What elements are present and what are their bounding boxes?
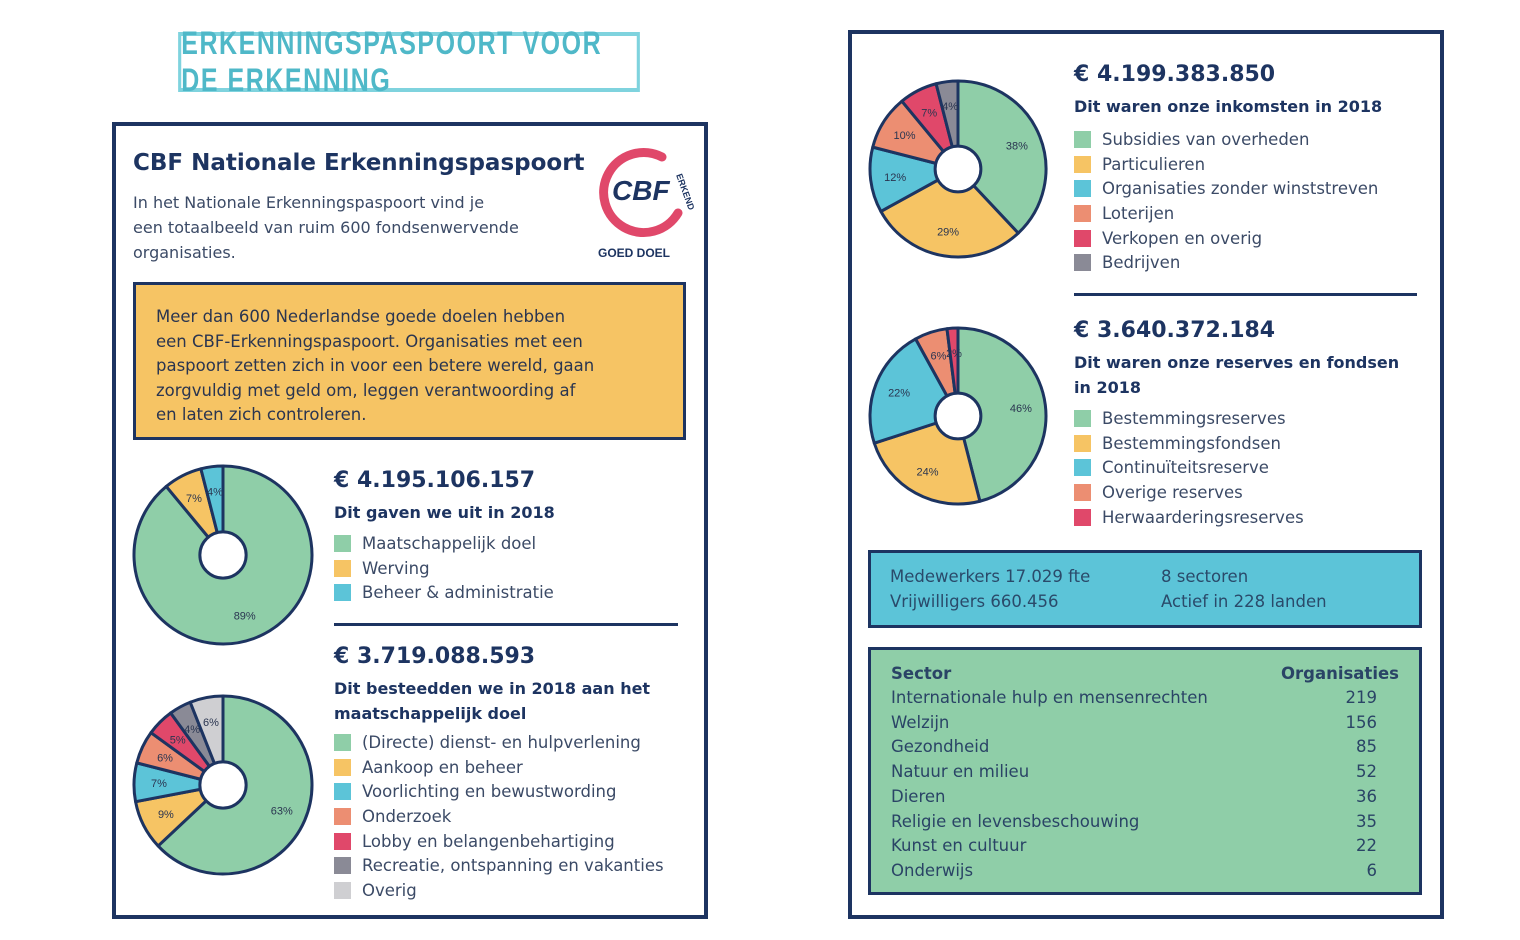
- legend-label: Loterijen: [1102, 203, 1175, 223]
- legend-item: [334, 730, 664, 755]
- legend-item: [334, 755, 664, 780]
- stats-box: [868, 550, 1422, 628]
- spending-amount: € 4.195.106.157: [334, 468, 536, 493]
- legend-swatch: [1074, 254, 1091, 271]
- legend-swatch: [1074, 205, 1091, 222]
- legend-label: Continuïteitsreserve: [1102, 458, 1269, 478]
- legend-label: Bestemmingsreserves: [1102, 408, 1286, 428]
- pie-slice-label: 6%: [930, 350, 947, 363]
- highlight-line: en laten zich controleren.: [156, 405, 367, 424]
- legend-item: [334, 556, 554, 581]
- sector-count: 22: [1356, 836, 1377, 856]
- legend-swatch: [1074, 459, 1091, 476]
- cbf-logo: [590, 145, 697, 265]
- table-row: [891, 713, 1399, 738]
- table-header: [891, 664, 1399, 689]
- legend-item: [1074, 226, 1378, 251]
- intro-text: [133, 190, 593, 265]
- header-sector: Sector: [891, 664, 952, 683]
- reserves-title-line: Dit waren onze reserves en fondsen: [1074, 353, 1400, 372]
- allocation-title: [334, 676, 650, 726]
- table-row: [891, 812, 1399, 837]
- legend-swatch: [1074, 509, 1091, 526]
- allocation-amount: € 3.719.088.593: [334, 644, 536, 669]
- logo-caption: GOED DOEL: [598, 246, 671, 260]
- income-legend: [1074, 127, 1378, 275]
- pie-slice-label: 7%: [150, 777, 167, 790]
- legend-label: Beheer & administratie: [362, 583, 554, 603]
- pie-slice-label: 29%: [937, 226, 960, 239]
- pie-slice-label: 4%: [207, 486, 223, 499]
- legend-swatch: [1074, 484, 1091, 501]
- legend-label: Overig: [362, 880, 417, 900]
- pie-slice-label: 7%: [185, 492, 202, 505]
- pie-slice-label: 12%: [884, 171, 907, 184]
- income-amount: € 4.199.383.850: [1074, 62, 1276, 87]
- reserves-title-line: in 2018: [1074, 378, 1141, 397]
- legend-label: Werving: [362, 558, 430, 578]
- legend-swatch: [334, 783, 351, 800]
- sector-count: 219: [1345, 688, 1377, 707]
- pie-slice-label: 9%: [157, 809, 174, 822]
- legend-item: [334, 829, 664, 854]
- legend-label: (Directe) dienst- en hulpverlening: [362, 732, 641, 752]
- legend-swatch: [1074, 131, 1091, 148]
- pie-slice-label: 4%: [184, 723, 201, 736]
- divider: [334, 623, 678, 626]
- pie-center-hole: [935, 146, 981, 192]
- legend-label: Bedrijven: [1102, 253, 1181, 273]
- legend-item: [1074, 505, 1304, 530]
- page-banner: [178, 25, 640, 98]
- sector-table: [868, 647, 1422, 895]
- legend-label: Aankoop en beheer: [362, 757, 523, 777]
- pie-slice-label: 2%: [946, 347, 962, 360]
- pie-slice-label: 6%: [203, 717, 219, 730]
- legend-item: [1074, 250, 1378, 275]
- legend-swatch: [1074, 230, 1091, 247]
- legend-label: Lobby en belangenbehartiging: [362, 831, 615, 851]
- allocation-title-line: Dit besteedden we in 2018 aan het: [334, 679, 651, 698]
- allocation-pie-chart: [130, 692, 316, 878]
- legend-item: [1074, 127, 1378, 152]
- sector-name: Gezondheid: [891, 737, 990, 757]
- divider: [1074, 293, 1417, 296]
- allocation-legend: [334, 730, 664, 903]
- stat-medewerkers: Medewerkers 17.029 fte: [890, 567, 1091, 586]
- allocation-title-line: maatschappelijk doel: [334, 704, 527, 723]
- highlight-line: zorgvuldig met geld om, leggen verantwoording af: [156, 380, 576, 400]
- stat-vrijwilligers: Vrijwilligers 660.456: [890, 592, 1059, 611]
- sector-name: Natuur en milieu: [891, 762, 1030, 782]
- reserves-legend: [1074, 406, 1304, 529]
- pie-slice-label: 24%: [916, 466, 939, 479]
- highlight-box: [133, 282, 686, 440]
- legend-label: Recreatie, ontspanning en vakanties: [362, 856, 664, 876]
- legend-item: [334, 804, 664, 829]
- legend-label: Bestemmingsfondsen: [1102, 433, 1281, 453]
- legend-item: [334, 853, 664, 878]
- legend-item: [1074, 455, 1304, 480]
- pie-slice-label: 7%: [921, 107, 938, 120]
- pie-slice-label: 10%: [893, 130, 916, 143]
- legend-swatch: [334, 560, 351, 577]
- legend-swatch: [334, 759, 351, 776]
- legend-swatch: [334, 882, 351, 899]
- legend-label: Organisaties zonder winststreven: [1102, 179, 1379, 199]
- spending-legend: [334, 531, 554, 605]
- intro-line: organisaties.: [133, 243, 236, 262]
- pie-slice-label: 89%: [233, 610, 256, 623]
- stat-sectoren: 8 sectoren: [1161, 567, 1249, 586]
- pie-slice-label: 63%: [270, 805, 293, 818]
- legend-swatch: [334, 808, 351, 825]
- sector-count: 6: [1366, 860, 1377, 880]
- legend-item: [334, 779, 664, 804]
- spending-title: Dit gaven we uit in 2018: [334, 503, 555, 522]
- legend-item: [1074, 176, 1378, 201]
- legend-swatch: [1074, 156, 1091, 173]
- passport-heading: CBF Nationale Erkenningspaspoort: [133, 150, 585, 176]
- legend-label: Onderzoek: [362, 806, 452, 826]
- legend-label: Subsidies van overheden: [1102, 129, 1310, 149]
- sector-count: 35: [1356, 811, 1377, 831]
- sector-name: Onderwijs: [891, 860, 974, 880]
- legend-swatch: [334, 857, 351, 874]
- stat-landen: Actief in 228 landen: [1161, 592, 1327, 611]
- sector-count: 36: [1356, 786, 1377, 806]
- legend-item: [334, 580, 554, 605]
- table-row: [891, 787, 1399, 812]
- sector-count: 156: [1345, 712, 1377, 732]
- pie-slice-label: 22%: [888, 387, 911, 400]
- legend-item: [1074, 152, 1378, 177]
- legend-item: [1074, 406, 1304, 431]
- reserves-pie-chart: [866, 324, 1050, 508]
- legend-swatch: [1074, 435, 1091, 452]
- pie-center-hole: [200, 762, 246, 808]
- legend-label: Voorlichting en bewustwording: [362, 782, 617, 802]
- cbf-logo-graphic: [590, 145, 697, 265]
- legend-swatch: [1074, 180, 1091, 197]
- banner-title: ERKENNINGSPASPOORT VOOR DE ERKENNING: [181, 25, 603, 98]
- pie-center-hole: [935, 393, 981, 439]
- legend-item: [1074, 480, 1304, 505]
- intro-line: In het Nationale Erkenningspaspoort vind je: [133, 193, 485, 212]
- legend-swatch: [334, 734, 351, 751]
- pie-slice-label: 4%: [942, 101, 959, 114]
- highlight-line: Meer dan 600 Nederlandse goede doelen hebben: [156, 307, 566, 326]
- legend-swatch: [334, 833, 351, 850]
- pie-slice-label: 5%: [169, 734, 186, 747]
- legend-label: Herwaarderingsreserves: [1102, 507, 1304, 527]
- highlight-line: een CBF-Erkenningspaspoort. Organisaties met een: [156, 331, 583, 351]
- pie-slice-label: 38%: [1005, 140, 1028, 153]
- reserves-amount: € 3.640.372.184: [1074, 318, 1276, 343]
- table-row: [891, 836, 1399, 861]
- table-row: [891, 861, 1399, 886]
- income-pie-chart: [866, 77, 1050, 261]
- pie-center-hole: [200, 532, 246, 578]
- table-row: [891, 688, 1399, 713]
- legend-item: [1074, 431, 1304, 456]
- legend-item: [334, 878, 664, 903]
- legend-item: [334, 531, 554, 556]
- pie-slice-label: 46%: [1009, 403, 1032, 416]
- legend-swatch: [334, 535, 351, 552]
- highlight-line: paspoort zetten zich in voor een betere wereld, gaan: [156, 356, 595, 375]
- sector-count: 52: [1356, 762, 1377, 782]
- legend-swatch: [334, 584, 351, 601]
- legend-label: Verkopen en overig: [1102, 228, 1263, 248]
- sector-name: Religie en levensbeschouwing: [891, 811, 1140, 831]
- table-row: [891, 762, 1399, 787]
- legend-label: Overige reserves: [1102, 482, 1243, 502]
- table-row: [891, 737, 1399, 762]
- income-title: Dit waren onze inkomsten in 2018: [1074, 97, 1383, 116]
- legend-label: Particulieren: [1102, 154, 1206, 174]
- reserves-title: [1074, 350, 1399, 400]
- sector-name: Internationale hulp en mensenrechten: [891, 688, 1208, 707]
- header-organisaties: Organisaties: [1280, 664, 1399, 683]
- intro-line: een totaalbeeld van ruim 600 fondsenwervende: [133, 218, 519, 237]
- sector-name: Welzijn: [891, 712, 950, 732]
- logo-side-text: ERKEND: [674, 172, 697, 212]
- sector-name: Dieren: [891, 786, 946, 806]
- legend-label: Maatschappelijk doel: [362, 533, 537, 553]
- spending-pie-chart: [130, 462, 316, 648]
- legend-swatch: [1074, 410, 1091, 427]
- logo-text: CBF: [612, 175, 670, 206]
- pie-slice-label: 6%: [157, 752, 173, 765]
- sector-name: Kunst en cultuur: [891, 836, 1027, 856]
- sector-count: 85: [1356, 737, 1377, 757]
- legend-item: [1074, 201, 1378, 226]
